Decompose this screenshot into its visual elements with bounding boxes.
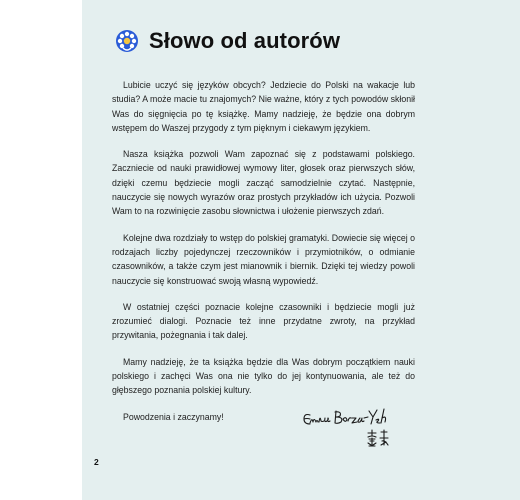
page-title: Słowo od autorów bbox=[149, 28, 341, 53]
page-header bbox=[115, 28, 340, 54]
paragraph: Mamy nadzieję, że ta książka będzie dla Was dobrym początkiem nauki polskiego i zachęci Was ona nie tylko do jej kontynuowania, ale też do głębszego poznania polskiej kultury. bbox=[112, 356, 415, 396]
paragraph: W ostatniej części poznacie kolejne czasowniki i będziecie mogli już zrozumieć dialogi. Poznacie też inne przydatne zwroty, na przykład przywitania, pożegnania i tak dalej. bbox=[112, 301, 415, 341]
body-text bbox=[112, 78, 415, 436]
paragraph: Nasza książka pozwoli Wam zapoznać się z podstawami polskiego. Zaczniecie od nauki prawidłowej wymowy liter, głosek oraz pierwszych słów, dzięki czemu będziecie mogli zacząć samodzielnie czytać. Następnie, nauczycie się nowych wyrazów oraz prostych przykładów ich użycia. Pozwoli Wam to na rozwinięcie zasobu słownictwa i ułożenie pierwszych zdań. bbox=[112, 149, 415, 217]
flower-logo-icon bbox=[115, 29, 139, 53]
page-number: 2 bbox=[94, 457, 99, 467]
paragraph: Lubicie uczyć się języków obcych? Jedziecie do Polski na wakacje lub studia? A może macie tu znajomych? Nie ważne, który z tych powodów skłonił Was do sięgnięcia po tę książkę. Mamy nadzieję, że będzie ona dobrym wstępem do Waszej przygody z tym pięknym i ciekawym językiem. bbox=[112, 80, 415, 133]
paragraph: Kolejne dwa rozdziały to wstęp do polskiej gramatyki. Dowiecie się więcej o rodzajach liczby pojedynczej rzeczowników i przymiotników, o odmianie czasowników, a także czym jest mianownik i biernik. Dzięki tej wiedzy powoli nauczycie się konstruować swoją własną wypowiedź. bbox=[112, 232, 415, 286]
paragraph-closing: Powodzenia i zaczynamy! bbox=[123, 411, 224, 422]
handwritten-signature bbox=[300, 405, 410, 465]
